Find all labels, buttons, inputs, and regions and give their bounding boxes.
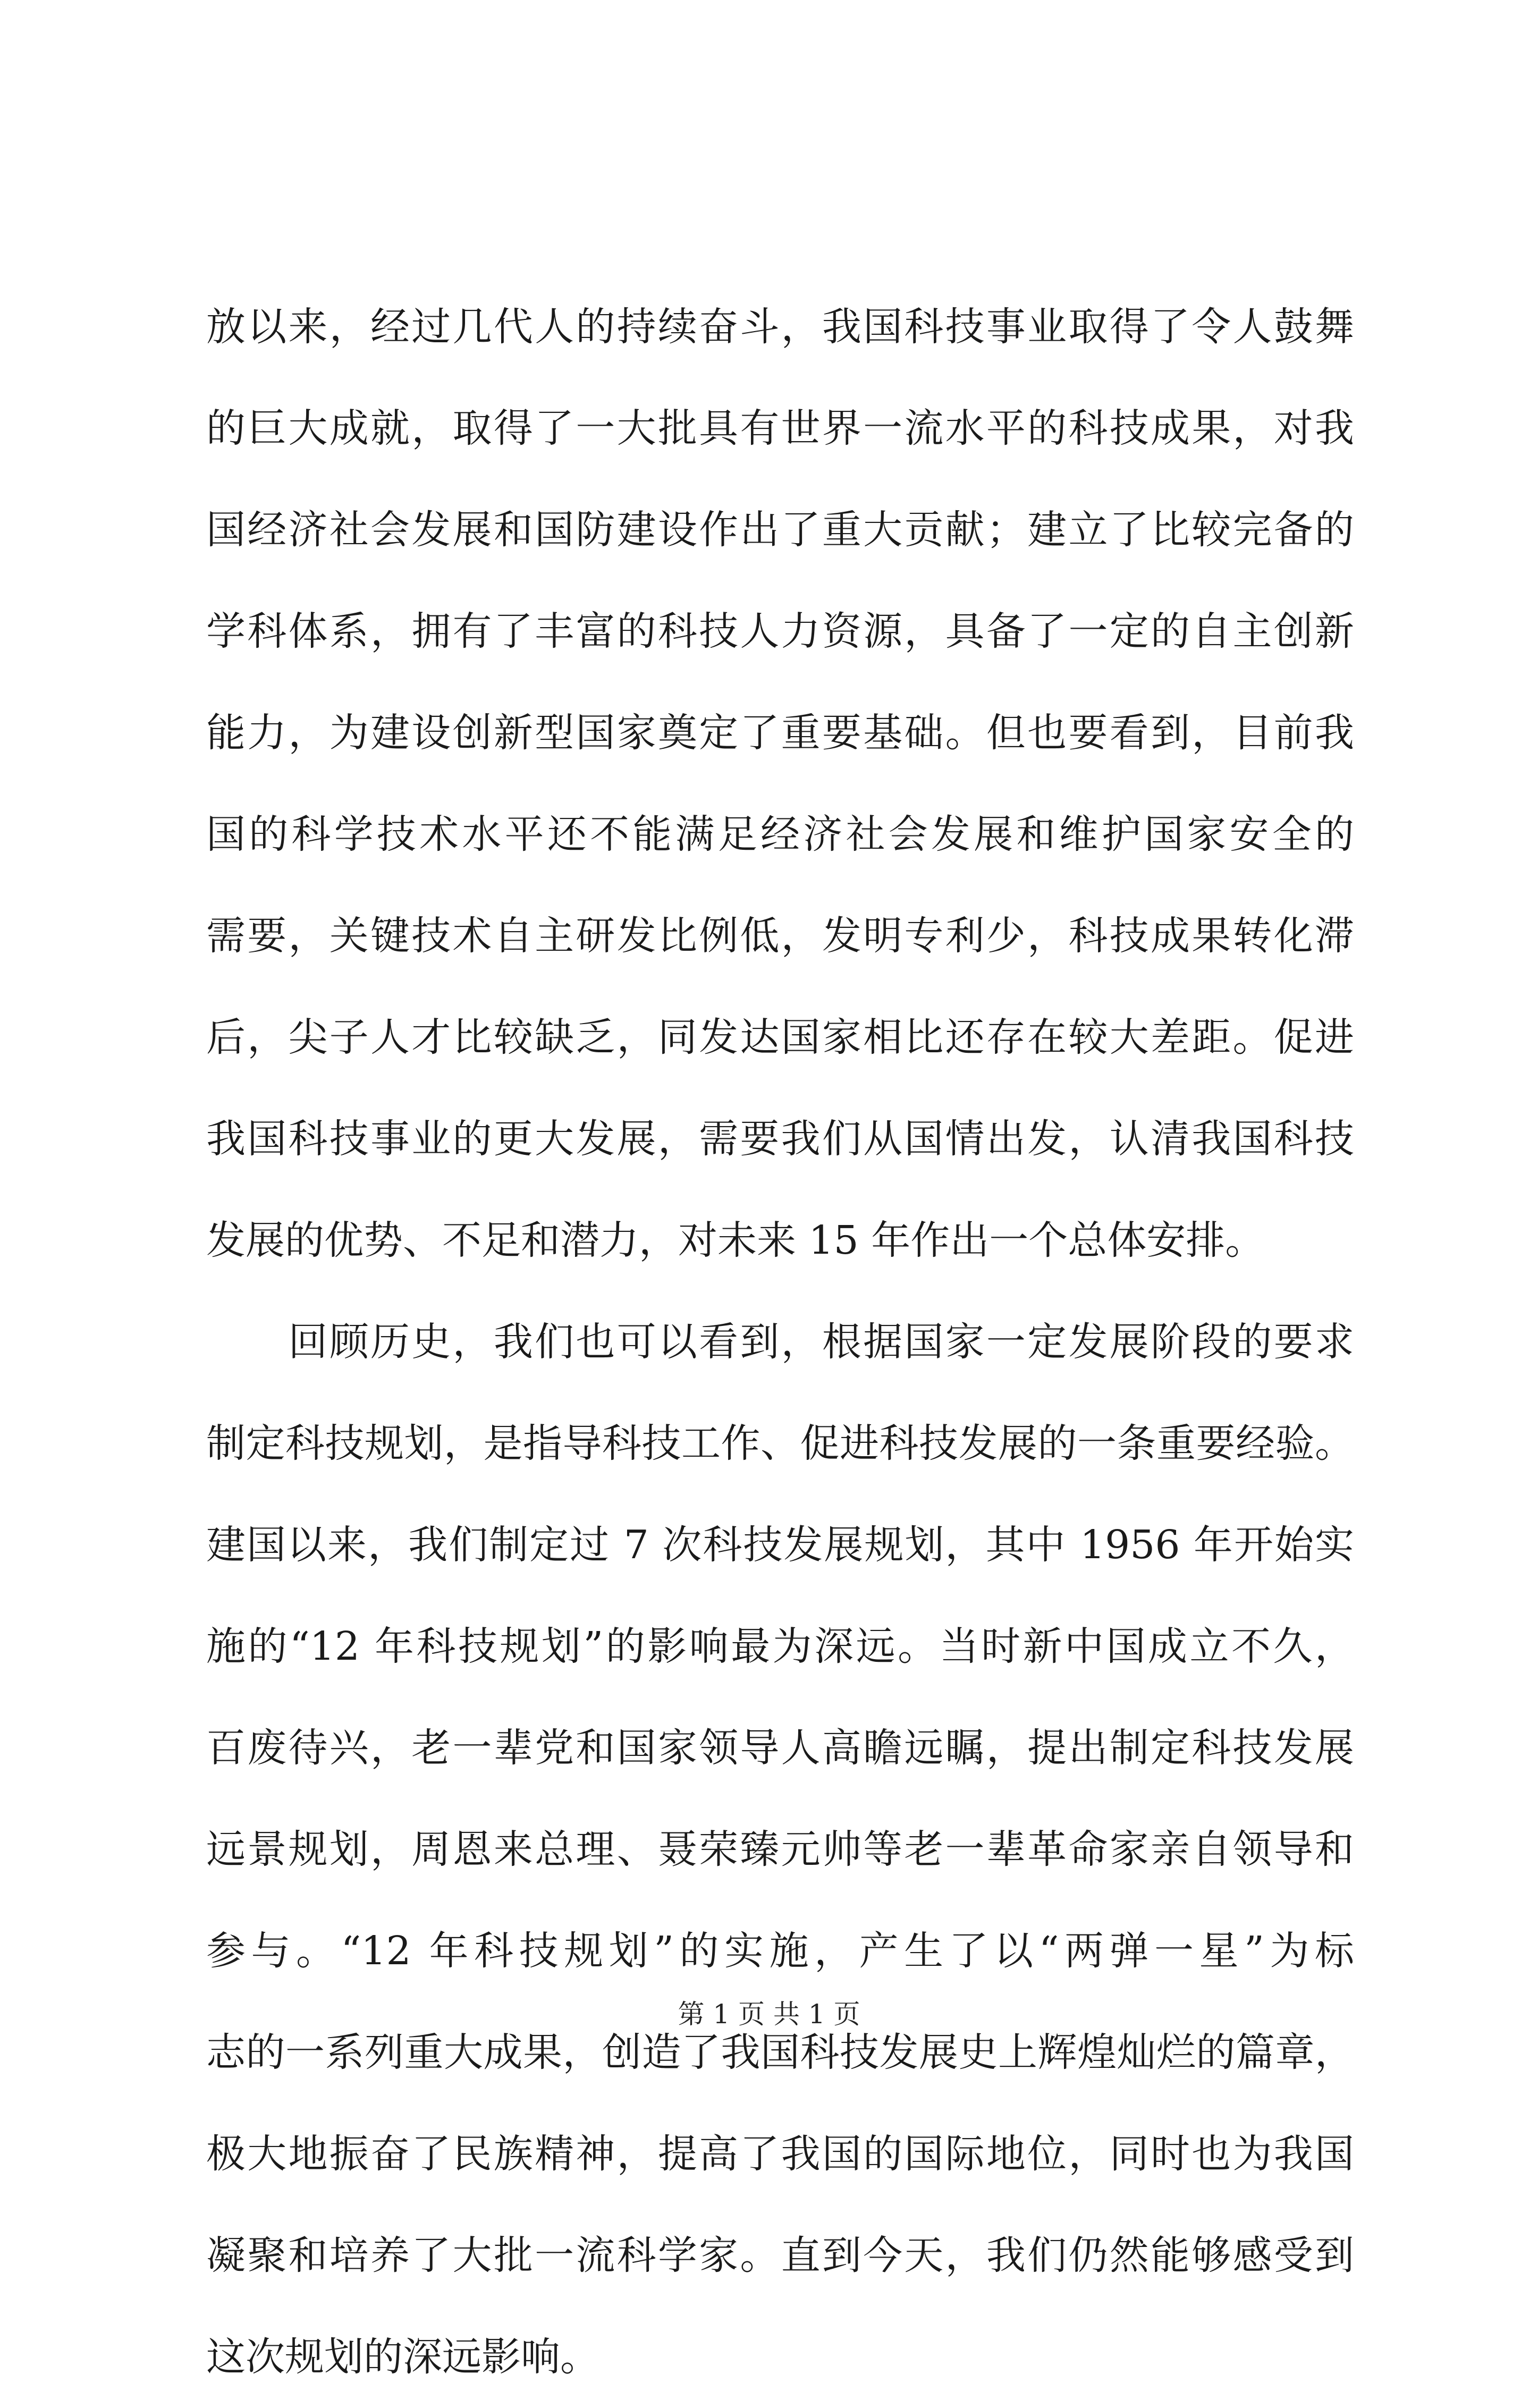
text-line: 的巨大成就，取得了一大批具有世界一流水平的科技成果，对我	[206, 405, 1354, 451]
text-line: 参与。“12 年科技规划”的实施，产生了以“两弹一星”为标	[206, 1928, 1354, 1974]
page-footer: 第 1 页 共 1 页	[678, 1999, 860, 2030]
text-line: 国的科学技术水平还不能满足经济社会发展和维护国家安全的	[206, 812, 1354, 857]
text-line: 建国以来，我们制定过 7 次科技发展规划，其中 1956 年开始实	[206, 1522, 1354, 1568]
text-line: 我国科技事业的更大发展，需要我们从国情出发，认清我国科技	[206, 1116, 1354, 1162]
text-line: 远景规划，周恩来总理、聂荣臻元帅等老一辈革命家亲自领导和	[206, 1827, 1354, 1872]
text-line: 极大地振奋了民族精神，提高了我国的国际地位，同时也为我国	[206, 2131, 1354, 2177]
text-line: 这次规划的深远影响。	[206, 2334, 599, 2380]
text-line: 能力，为建设创新型国家奠定了重要基础。但也要看到，目前我	[206, 710, 1354, 756]
paragraph-2	[206, 1291, 1354, 2408]
document-body	[206, 276, 1354, 2408]
text-line: 放以来，经过几代人的持续奋斗，我国科技事业取得了令人鼓舞	[206, 304, 1354, 350]
text-line: 志的一系列重大成果，创造了我国科技发展史上辉煌灿烂的篇章，	[206, 2030, 1354, 2075]
text-line: 施的“12 年科技规划”的影响最为深远。当时新中国成立不久，	[206, 1624, 1354, 1669]
text-line: 发展的优势、不足和潜力，对未来 15 年作出一个总体安排。	[206, 1218, 1265, 1263]
text-line: 回顾历史，我们也可以看到，根据国家一定发展阶段的要求	[206, 1319, 1354, 1365]
paragraph-1	[206, 276, 1354, 1291]
text-line: 凝聚和培养了大批一流科学家。直到今天，我们仍然能够感受到	[206, 2233, 1354, 2278]
text-line: 国经济社会发展和国防建设作出了重大贡献；建立了比较完备的	[206, 507, 1354, 553]
text-line: 百废待兴，老一辈党和国家领导人高瞻远瞩，提出制定科技发展	[206, 1725, 1354, 1771]
text-line: 后，尖子人才比较缺乏，同发达国家相比还存在较大差距。促进	[206, 1015, 1354, 1060]
text-line: 学科体系，拥有了丰富的科技人力资源，具备了一定的自主创新	[206, 609, 1354, 654]
text-line: 需要，关键技术自主研发比例低，发明专利少，科技成果转化滞	[206, 913, 1354, 959]
text-line: 制定科技规划，是指导科技工作、促进科技发展的一条重要经验。	[206, 1421, 1354, 1466]
